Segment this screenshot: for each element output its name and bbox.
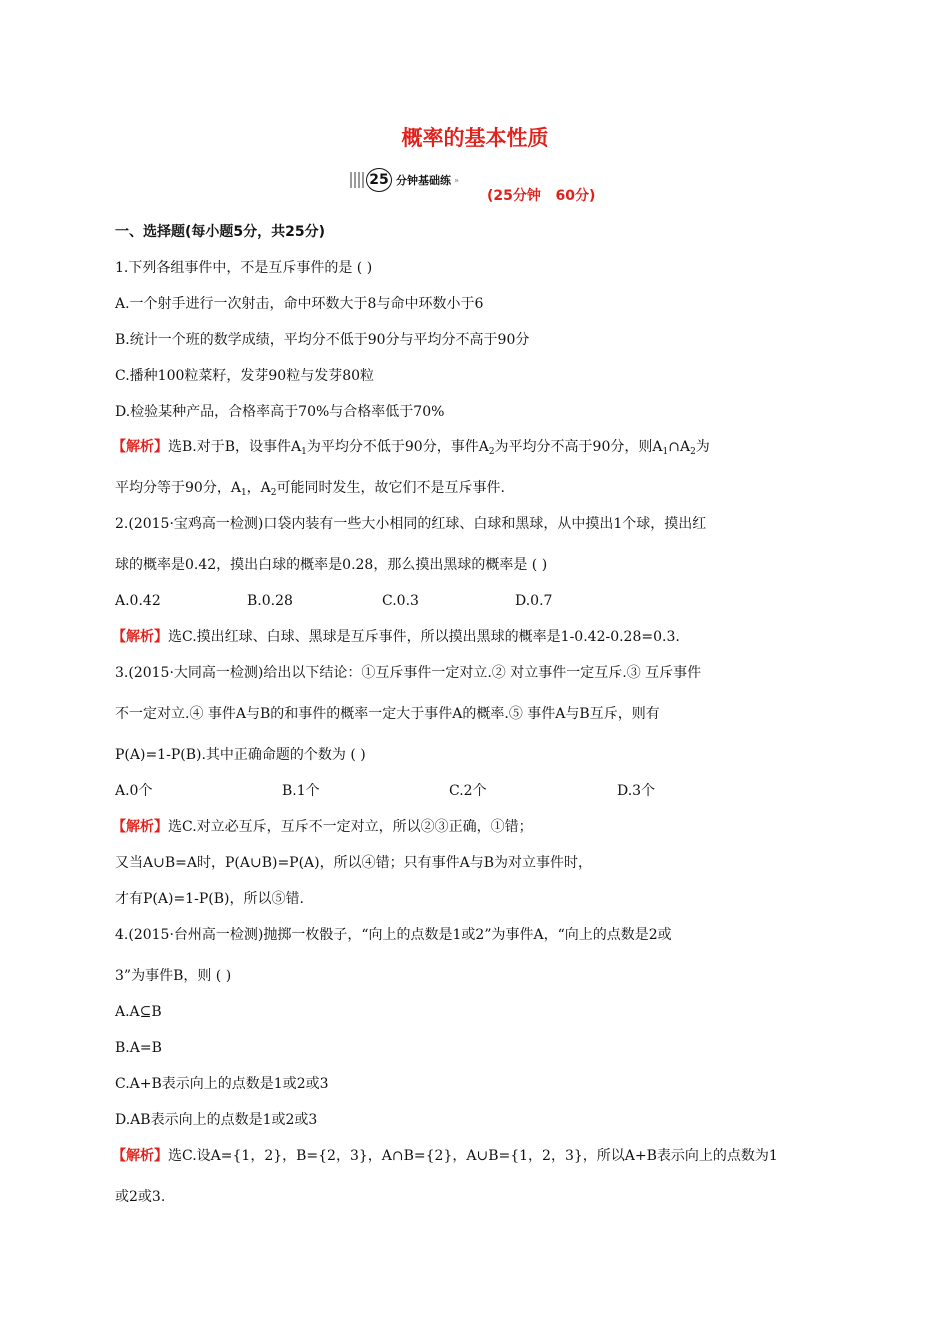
q4-solution-line2: 或2或3. (115, 1189, 166, 1205)
q3-option-d: D.3个 (617, 783, 656, 799)
q4-solution-line1: 【解析】选C.设A={1，2}，B={2，3}，A∩B={2}，A∪B={1，2，3}，所以A+B表示向上的点数为1 (112, 1148, 778, 1164)
q4-option-d: D.AB表示向上的点数是1或2或3 (115, 1112, 318, 1128)
q1-option-c: C.播种100粒菜籽，发芽90粒与发芽80粒 (115, 368, 375, 384)
q3-option-b: B.1个 (282, 783, 320, 799)
q2-options (115, 591, 552, 611)
q1-solution-line1: 【解析】选B.对于B，设事件$A_1$为平均分不低于90分，事件$A_2$为平均分不高于90分，则$A_1\cap A_2$为 (112, 439, 710, 457)
solution-label: 【解析】 (112, 819, 168, 835)
q3-stem-line1: 3.(2015·大同高一检测)给出以下结论：①互斥事件一定对立.② 对立事件一定互斥.③ 互斥事件 (115, 665, 702, 681)
q4-option-a: A.A⊆B (115, 1004, 162, 1020)
q4-option-b: B.A=B (115, 1040, 162, 1056)
q3-stem-line2: 不一定对立.④ 事件A与B的和事件的概率一定大于事件A的概率.⑤ 事件A与B互斥，则有 (115, 706, 660, 722)
q1-option-d: D.检验某种产品，合格率高于70%与合格率低于70% (115, 404, 445, 420)
q3-stem-line3: P(A)=1-P(B).其中正确命题的个数为 ( ) (115, 747, 366, 763)
page-title: 概率的基本性质 (401, 126, 549, 150)
q3-option-c: C.2个 (449, 783, 487, 799)
q1-solution-line2: 平均分等于90分，$A_1$，$A_2$可能同时发生，故它们不是互斥事件. (115, 480, 505, 498)
badge-stripes (350, 172, 364, 188)
q1-option-b: B.统计一个班的数学成绩，平均分不低于90分与平均分不高于90分 (115, 332, 530, 348)
q2-solution: 【解析】选C.摸出红球、白球、黑球是互斥事件，所以摸出黑球的概率是1-0.42-0.28=0.3. (112, 629, 680, 645)
solution-label: 【解析】 (112, 629, 168, 645)
arrow-icon: » (454, 175, 459, 185)
q4-stem-line2: 3”为事件B，则 ( ) (115, 968, 232, 984)
solution-label: 【解析】 (112, 1148, 168, 1164)
q4-option-c: C.A+B表示向上的点数是1或2或3 (115, 1076, 329, 1092)
badge-number: 25 (366, 168, 392, 192)
section-heading: 一、选择题(每小题5分，共25分) (115, 224, 326, 240)
q4-stem-line1: 4.(2015·台州高一检测)抛掷一枚骰子，“向上的点数是1或2”为事件A，“向上的点数是2或 (115, 927, 672, 943)
badge-label: 分钟基础练 (396, 174, 451, 187)
q2-option-a: A.0.42 (115, 593, 161, 609)
q3-solution-line1: 【解析】选C.对立必互斥，互斥不一定对立，所以②③正确，①错； (112, 819, 533, 835)
q2-stem-line1: 2.(2015·宝鸡高一检测)口袋内装有一些大小相同的红球、白球和黑球，从中摸出1个球，摸出红 (115, 516, 707, 532)
q3-option-a: A.0个 (115, 783, 153, 799)
q2-option-d: D.0.7 (515, 593, 553, 609)
q1-stem: 1.下列各组事件中，不是互斥事件的是 ( ) (115, 260, 373, 276)
q3-options (115, 781, 655, 801)
time-score-note: (25分钟 60分) (487, 188, 596, 204)
timer-badge (350, 168, 459, 192)
q2-option-b: B.0.28 (247, 593, 293, 609)
q1-option-a: A.一个射手进行一次射击，命中环数大于8与命中环数小于6 (115, 296, 484, 312)
q3-solution-line3: 才有P(A)=1-P(B)，所以⑤错. (115, 891, 304, 907)
solution-label: 【解析】 (112, 439, 168, 455)
q2-stem-line2: 球的概率是0.42，摸出白球的概率是0.28，那么摸出黑球的概率是 ( ) (115, 557, 548, 573)
q3-solution-line2: 又当A∪B=A时，P(A∪B)=P(A)，所以④错；只有事件A与B为对立事件时， (115, 855, 593, 871)
q2-option-c: C.0.3 (382, 593, 419, 609)
